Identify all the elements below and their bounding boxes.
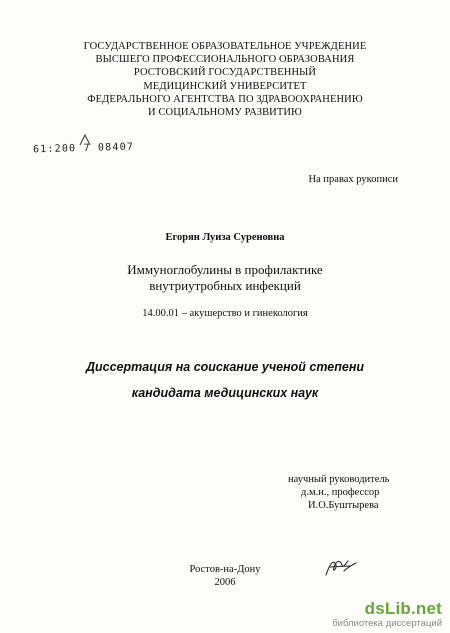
institution-header	[60, 40, 390, 119]
header-line: РОСТОВСКИЙ ГОСУДАРСТВЕННЫЙ	[133, 67, 317, 79]
dissertation-title	[0, 262, 450, 293]
city: Ростов-на-Дону	[189, 564, 261, 575]
header-line: ФЕДЕРАЛЬНОГО АГЕНТСТВА ПО ЗДРАВООХРАНЕНИЮ	[87, 93, 363, 105]
degree-line: Диссертация на соискание ученой степени	[85, 360, 365, 374]
header-line: ВЫСШЕГО ПРОФЕССИОНАЛЬНОГО ОБРАЗОВАНИЯ	[95, 54, 355, 66]
watermark-subtitle: библиотека диссертаций	[332, 618, 442, 629]
supervisor-name: И.О.Буштырева	[308, 500, 379, 511]
supervisor-block	[288, 473, 408, 512]
supervisor-rank: д.м.н., профессор	[301, 487, 380, 498]
header-line: И СОЦИАЛЬНОМУ РАЗВИТИЮ	[148, 107, 302, 119]
rights-note: На правах рукописи	[308, 174, 398, 185]
title-line: внутриутробных инфекций	[149, 277, 301, 293]
author-name: Егорян Луиза Суреновна	[165, 232, 285, 243]
header-line: МЕДИЦИНСКИЙ УНИВЕРСИТЕТ	[143, 80, 307, 92]
city-year	[0, 563, 450, 589]
watermark-logo[interactable]: dsLib.net	[364, 599, 442, 618]
title-line: Иммуноглобулины в профилактике	[127, 262, 323, 277]
header-line: ГОСУДАРСТВЕННОЕ ОБРАЗОВАТЕЛЬНОЕ УЧРЕЖДЕНИЕ	[83, 41, 367, 52]
signature-icon	[322, 553, 360, 581]
watermark[interactable]	[332, 600, 442, 629]
degree-line: кандидата медицинских наук	[131, 386, 319, 400]
registration-stamp: 61:200 7 08407	[32, 141, 135, 156]
supervisor-role: научный руководитель	[288, 474, 390, 485]
specialty-code: 14.00.01 – акушерство и гинекология	[142, 308, 308, 319]
year: 2006	[214, 577, 236, 588]
